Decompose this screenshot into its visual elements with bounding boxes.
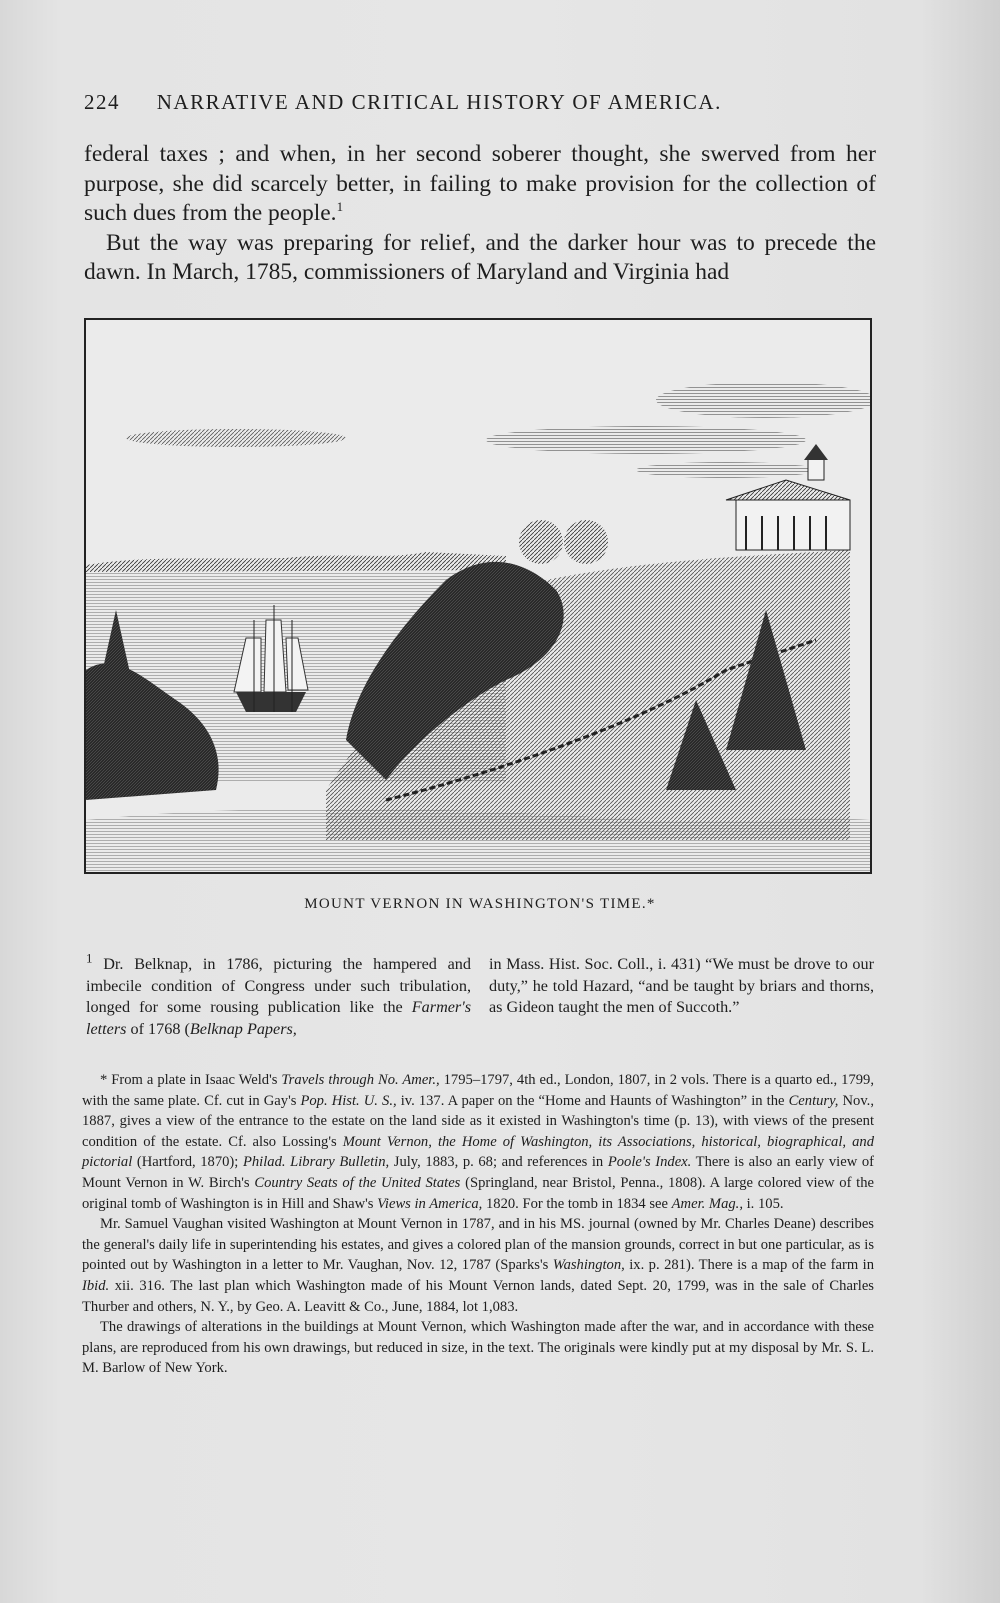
distant-tree	[519, 520, 563, 564]
fn-title: Ibid.	[82, 1277, 110, 1294]
fn-text: Nov., 1887, gives a view of the entrance to the estate on the land side as it existed in Washington's time (p. 13), with views of the present condition of the estate. Cf. also Lossing's	[82, 1092, 874, 1150]
fn-title: Washington,	[552, 1257, 625, 1274]
footnote-1-marker: 1	[86, 950, 93, 966]
running-title: NARRATIVE AND CRITICAL HISTORY OF AMERICA.	[156, 90, 722, 114]
fn-text: xii. 316. The last plan which Washington made of his Mount Vernon lands, dated Sept. 20, 1799, was in the sale of Charles Thurber and others, N. Y., by Geo. A. Leavitt & Co., June, 1884, lot 1,083.	[82, 1277, 874, 1315]
fn-title: Pop. Hist. U. S.,	[300, 1092, 397, 1109]
footnote-1-text-a: Dr. Belknap, in 1786, picturing the hampered and imbecile condition of Congress under such tribulation, longed for some rousing publication like the	[86, 955, 471, 1016]
fn-title: Mount Vernon, the Home of Washington, its Associations, historical, biographical, and pictorial	[82, 1133, 875, 1171]
fn-text: i. 105.	[742, 1195, 784, 1212]
footnote-ref-1[interactable]: 1	[336, 199, 344, 215]
distant-tree-2	[564, 520, 608, 564]
fn-title: Views in America,	[377, 1195, 483, 1212]
fn-text: 1820. For the tomb in 1834 see	[482, 1195, 672, 1212]
fn-text: iv. 137. A paper on the “Home and Haunts of Washington” in the	[396, 1092, 789, 1109]
fn-title: Amer. Mag.,	[671, 1195, 743, 1212]
fn-text: ix. p. 281). There is a map of the farm in	[624, 1257, 874, 1274]
footnote-star-paragraph-2	[82, 1214, 874, 1317]
fn-title: Philad. Library Bulletin,	[242, 1154, 390, 1171]
fn-text: (Hartford, 1870);	[132, 1154, 243, 1171]
figure-caption: MOUNT VERNON IN WASHINGTON'S TIME.*	[304, 896, 656, 912]
fn-text: * From a plate in Isaac Weld's	[100, 1072, 282, 1088]
fn-title: Century,	[788, 1092, 839, 1109]
footnote-star-paragraph-3: The drawings of alterations in the buildings at Mount Vernon, which Washington made after the war, and in accordance with these plans, are reproduced from his own drawings, but reduced in size, in the text. The originals were kindly put at my disposal by Mr. S. L. M. Barlow of New York.	[82, 1319, 874, 1377]
fn-title: Poole's Index.	[607, 1154, 692, 1171]
fn-text: There is also an early view of Mount Vernon in W. Birch's	[82, 1154, 874, 1191]
fn-text: (Springland, near Bristol, Penna., 1808). A large colored view of the original tomb of Washington is in Hill and Shaw's	[82, 1174, 874, 1212]
main-text	[84, 140, 876, 288]
fn-text: Mr. Samuel Vaughan visited Washington at Mount Vernon in 1787, and in his MS. journal (owned by Mr. Charles Deane) describes the general's daily life in superintending his estates, and gives a colored plan of the mansion grounds, correct in but one particular, as is pointed out by Washington in a letter to Mr. Vaughan, Nov. 12, 1787 (Sparks's	[82, 1216, 874, 1274]
fn-text: July, 1883, p. 68; and references in	[389, 1154, 608, 1171]
running-header	[84, 90, 784, 115]
fn-title: Country Seats of the United States	[254, 1174, 461, 1191]
fn-title: Travels through No. Amer.,	[281, 1072, 440, 1088]
footnote-1-title-farmers-letters: Farmer's letters	[86, 998, 471, 1038]
paragraph-1-text: federal taxes ; and when, in her second soberer thought, she swerved from her purpose, she did scarcely better, in failing to make provision for the collection of such dues from the people.	[84, 141, 876, 226]
footnote-1-column-2: in Mass. Hist. Soc. Coll., i. 431) “We must be drove to our duty,” he told Hazard, “and be taught by briars and thorns, as Gideon taught the men of Succoth.”	[489, 955, 874, 1016]
paragraph-2: But the way was preparing for relief, and the darker hour was to precede the dawn. In March, 1785, commissioners of Maryland and Virginia had	[84, 229, 876, 285]
footnote-1-text-b: of 1768 (	[126, 1019, 190, 1038]
footnote-star	[82, 1070, 874, 1379]
fn-text: 1795–1797, 4th ed., London, 1807, in 2 vols. There is a quarto ed., 1799, with the same plate. Cf. cut in Gay's	[82, 1072, 874, 1109]
page-number: 224	[84, 90, 120, 114]
footnote-1	[86, 950, 874, 1040]
footnote-star-paragraph-1	[82, 1070, 874, 1214]
engraving-illustration	[86, 320, 870, 872]
footnote-1-column-1	[86, 950, 471, 1040]
paragraph-1	[84, 140, 876, 229]
mount-vernon-engraving	[84, 318, 872, 874]
footnote-1-title-belknap: Belknap Papers,	[189, 1019, 297, 1038]
